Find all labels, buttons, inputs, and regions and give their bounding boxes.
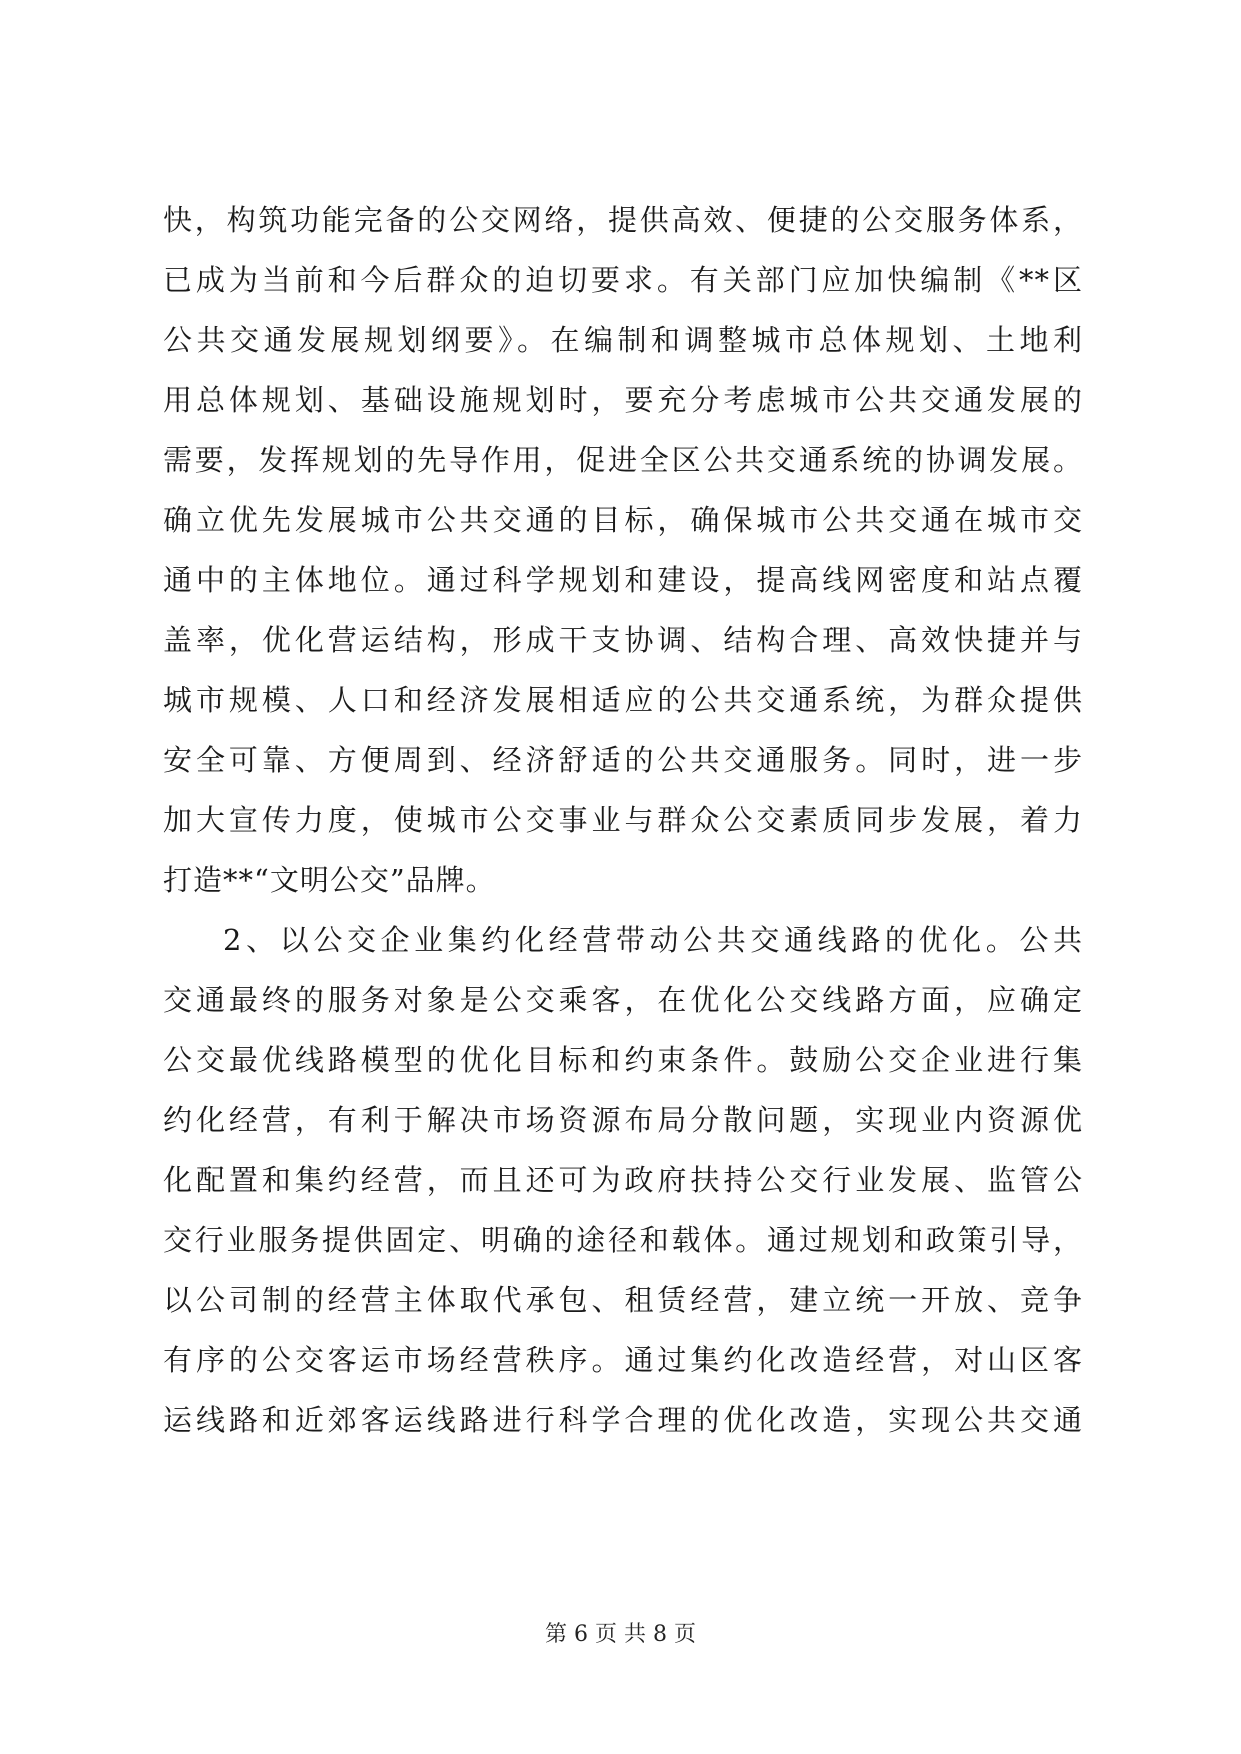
text-line: 用总体规划、基础设施规划时，要充分考虑城市公共交通发展的	[163, 383, 1083, 417]
text-line: 确立优先发展城市公共交通的目标，确保城市公共交通在城市交	[163, 503, 1083, 537]
text-line: 盖率，优化营运结构，形成干支协调、结构合理、高效快捷并与	[163, 623, 1083, 657]
text-line: 打造**“文明公交”品牌。	[163, 863, 496, 897]
text-line: 化配置和集约经营，而且还可为政府扶持公交行业发展、监管公	[163, 1163, 1083, 1197]
paragraph-start-line: 2、以公交企业集约化经营带动公共交通线路的优化。公共	[223, 923, 1083, 957]
text-line: 快，构筑功能完备的公交网络，提供高效、便捷的公交服务体系，	[163, 203, 1083, 237]
text-line: 交通最终的服务对象是公交乘客，在优化公交线路方面，应确定	[163, 983, 1083, 1017]
text-line: 有序的公交客运市场经营秩序。通过集约化改造经营，对山区客	[163, 1343, 1083, 1377]
text-line: 已成为当前和今后群众的迫切要求。有关部门应加快编制《**区	[163, 263, 1083, 297]
page-number-footer: 第 6 页 共 8 页	[545, 1622, 696, 1647]
text-line: 城市规模、人口和经济发展相适应的公共交通系统，为群众提供	[163, 683, 1083, 717]
text-line: 以公司制的经营主体取代承包、租赁经营，建立统一开放、竞争	[163, 1283, 1083, 1317]
text-line: 约化经营，有利于解决市场资源布局分散问题，实现业内资源优	[163, 1103, 1083, 1137]
text-line: 需要，发挥规划的先导作用，促进全区公共交通系统的协调发展。	[163, 443, 1083, 477]
text-line: 安全可靠、方便周到、经济舒适的公共交通服务。同时，进一步	[163, 743, 1083, 777]
text-line: 运线路和近郊客运线路进行科学合理的优化改造，实现公共交通	[163, 1403, 1083, 1437]
text-line: 公共交通发展规划纲要》。在编制和调整城市总体规划、土地利	[163, 323, 1083, 357]
text-line: 加大宣传力度，使城市公交事业与群众公交素质同步发展，着力	[163, 803, 1083, 837]
text-line: 交行业服务提供固定、明确的途径和载体。通过规划和政策引导，	[163, 1223, 1083, 1257]
text-line: 通中的主体地位。通过科学规划和建设，提高线网密度和站点覆	[163, 563, 1083, 597]
text-line: 公交最优线路模型的优化目标和约束条件。鼓励公交企业进行集	[163, 1043, 1083, 1077]
